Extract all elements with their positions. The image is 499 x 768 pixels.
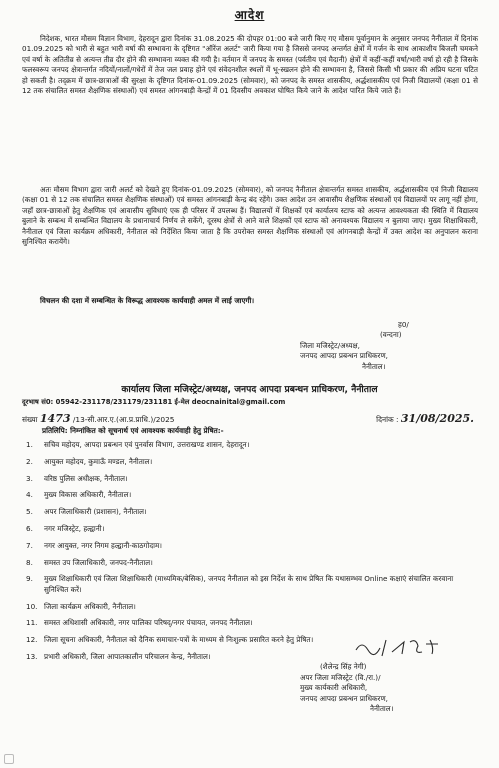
list-item-text: जिला सूचना अधिकारी, नैनीताल को दैनिक समाचार-पत्रों के माध्यम से निःशुल्क प्रसारित करने हेतु प्रेषित। <box>44 635 314 645</box>
order-paragraph-3 <box>22 296 478 306</box>
list-item-number: 2. <box>26 456 33 466</box>
list-item-text: नगर मजिस्ट्रेट, हल्द्वानी। <box>44 523 105 533</box>
list-item-text: नगर आयुक्त, नगर निगम हल्द्वानी-काठगोदाम। <box>44 540 163 550</box>
signatory-designation-3: नैनीताल। <box>362 361 386 371</box>
list-item-number: 8. <box>26 557 33 567</box>
list-item-number: 10. <box>26 601 38 611</box>
signature-block-adm <box>300 662 490 715</box>
reference-date <box>376 412 474 425</box>
reference-date-label: दिनांक : <box>376 415 399 424</box>
list-item-text: प्रभारी अधिकारी, जिला आपातकालीन परिचालन केन्द्र, नैनीताल। <box>44 651 211 661</box>
order-paragraph-1-text: निदेशक, भारत मौसम विज्ञान विभाग, देहरादून द्वारा दिनांक 31.08.2025 की दोपहर 01:00 बजे जारी किए गए मौसम पूर्वानुमान के अनुसार जनपद नैनीताल में दिनांक 01.09.2025 को भारी से बहुत भारी वर्षा की सम्भावना के दृष्टिगत "ऑरेंज अलर्ट" जारी किया गया है जिससे जनपद अन्तर्गत क्षेत्रों में गर्जन के साथ आकाशीय बिजली चमकने एवं वर्षा के अतितीव्र से अत्यन्त तीव्र दौर होने की सम्भावना व्यक्त की गयी है। वर्तमान में जनपद के समस्त (पर्वतीय एवं मैदानी) क्षेत्रों में कहीं-कहीं वर्षा/भारी वर्षा हो रही है जिसके फलस्वरूप जनपद क्षेत्रान्तर्गत नदियों/नालों/गधेरों में तेज जल प्रवाह होने एवं संवेदनशील स्थलों में भू-स्खलन होने की सम्भावना है, जिससे किसी भी प्रकार की अप्रिय घटना घटित हो सकती है। तद्क्रम में छात्र-छात्राओं की सुरक्षा के दृष्टिगत दिनांक-01.09.2025 (सोमवार), को जनपद के समस्त शासकीय, अर्द्धशासकीय एवं निजी विद्यालयों (कक्षा 01 से 12 तक संचालित समस्त शैक्षणिक संस्थाओं) एवं समस्त आंगनबाड़ी केन्द्रों में 01 दिवसीय अवकाश घोषित किये जाने के आदेश पारित किये जाते हैं। <box>22 34 478 96</box>
office-contact-line: दूरभाष सं0: 05942-231178/231179/231181 ई-मेल deocnainital@gmail.com <box>22 398 286 406</box>
signatory-name: (वन्दना) <box>380 330 402 340</box>
order-paragraph-2 <box>22 185 478 247</box>
corner-mark <box>4 754 14 764</box>
list-item-number: 11. <box>26 618 38 628</box>
list-item-number: 12. <box>26 635 38 645</box>
list-item-text: सचिव महोदय, आपदा प्रबन्धन एवं पुनर्वास विभाग, उत्तराखण्ड शासन, देहरादून। <box>44 440 250 449</box>
list-item <box>22 541 478 551</box>
list-item <box>22 507 478 517</box>
signatory-name: (शैलेन्द्र सिंह नेगी) <box>320 662 367 671</box>
list-item-number: 6. <box>26 523 33 533</box>
list-item-text: समस्त उप जिलाधिकारी, जनपद-नैनीताल। <box>44 557 153 567</box>
order-paragraph-1 <box>22 34 478 96</box>
signature-block-dm <box>300 320 480 372</box>
list-item <box>22 558 478 568</box>
list-item-text: जिला कार्यक्रम अधिकारी, नैनीताल। <box>44 601 136 611</box>
list-item <box>22 457 478 467</box>
list-item-text: आयुक्त महोदय, कुमाऊँ मण्डल, नैनीताल। <box>44 456 153 466</box>
list-item-number: 5. <box>26 507 33 517</box>
list-item <box>22 602 478 612</box>
copy-heading: प्रतिलिपि: निम्नांकित को सूचनार्थ एवं आवश्यक कार्यवाही हेतु प्रेषित:- <box>42 426 224 435</box>
list-item-text: मुख्य विकास अधिकारी, नैनीताल। <box>44 490 132 500</box>
list-item-number: 9. <box>26 574 33 584</box>
list-item-text: मुख्य शिक्षाधिकारी एवं जिला शिक्षाधिकारी (माध्यमिक/बेसिक), जनपद नैनीताल को इस निर्देश के साथ प्रेषित कि यथासम्भव Online कक्षाएं संचालित करवाना सुनिश्चित करें। <box>44 574 454 594</box>
signatory-designation-4: नैनीताल। <box>370 704 394 714</box>
list-item <box>22 524 478 534</box>
signatory-designation-2: जनपद आपदा प्रबन्धन प्राधिकरण, <box>300 351 388 361</box>
list-item <box>22 490 478 500</box>
reference-number-handwritten: 1473 <box>39 412 71 425</box>
list-item-text: अपर जिलाधिकारी (प्रशासन), नैनीताल। <box>44 507 147 517</box>
office-heading: कार्यालय जिला मजिस्ट्रेट/अध्यक्ष, जनपद आपदा प्रबन्धन प्राधिकरण, नैनीताल <box>121 384 378 395</box>
reference-suffix: /13-सी.आर.ए.(आ.प्र.प्राधि.)/2025 <box>72 415 175 424</box>
list-item <box>22 474 478 484</box>
list-item-number: 4. <box>26 490 33 500</box>
signatory-designation-2: मुख्य कार्यकारी अधिकारी, <box>300 683 368 693</box>
signatory-designation-3: जनपद आपदा प्रबन्धन प्राधिकरण, <box>300 693 388 703</box>
reference-number <box>22 412 175 425</box>
signed-mark: ह0/ <box>398 320 409 329</box>
list-item <box>22 440 478 450</box>
list-item-text: समस्त अधिशासी अधिकारी, नगर पालिका परिषद्/नगर पंचायत, जनपद नैनीताल। <box>44 618 253 628</box>
list-item-number: 7. <box>26 540 33 550</box>
list-item-text: वरिष्ठ पुलिस अधीक्षक, नैनीताल। <box>44 473 128 483</box>
list-item <box>22 618 478 628</box>
signatory-designation-1: जिला मजिस्ट्रेट/अध्यक्ष, <box>300 340 360 350</box>
list-item <box>22 574 478 595</box>
order-paragraph-3-text: विचलन की दशा में सम्बन्धित के विरूद्ध आवश्यक कार्यवाही अमल में लाई जाएगी। <box>40 296 255 305</box>
document-title: आदेश <box>234 8 265 22</box>
list-item-number: 3. <box>26 473 33 483</box>
reference-date-handwritten: 31/08/2025. <box>400 412 474 425</box>
list-item-number: 13. <box>26 651 38 661</box>
signatory-designation-1: अपर जिला मजिस्ट्रेट (वि./रा.)/ <box>300 672 381 682</box>
list-item-number: 1. <box>26 440 33 449</box>
reference-label: संख्या <box>22 415 38 424</box>
copy-recipients-list <box>22 440 478 669</box>
handwritten-signature <box>352 636 442 658</box>
order-paragraph-2-text: अतः मौसम विभाग द्वारा जारी अलर्ट को देखते हुए दिनांक-01.09.2025 (सोमवार), को जनपद नैनीताल क्षेत्रान्तर्गत समस्त शासकीय, अर्द्धशासकीय एवं निजी विद्यालय (कक्षा 01 से 12 तक संचालित समस्त शैक्षणिक संस्थाओं) एवं समस्त आंगनबाड़ी केन्द्र बंद रहेंगे। उक्त आदेश उन आवासीय शैक्षणिक संस्थाओं एवं विद्यालयों पर लागू नहीं होगा, जहाँ छात्र-छात्राओं हेतु शैक्षणिक एवं आवासीय सुविधाएं एक ही परिसर में उपलब्ध हैं। विद्यालयों में शिक्षकों एवं कार्यालय स्टाफ को अत्यन्त आवश्यकता की स्थिति में विद्यालय बुलाने के सम्बन्ध में सम्बन्धित विद्यालय के प्रधानाचार्य निर्णय ले सकेंगे, दूरस्थ क्षेत्रों से आने वाले शिक्षकों एवं स्टाफ को अनावश्यक विद्यालय न बुलाया जाए। मुख्य शिक्षाधिकारी, नैनीताल एवं जिला कार्यक्रम अधिकारी, नैनीताल को निर्देशित किया जाता है कि उपरोक्त समस्त शैक्षणिक संस्थाओं एवं आंगनबाड़ी केन्द्रों में उक्त आदेश का अनुपालन कराना सुनिश्चित करायेंगे। <box>22 185 478 247</box>
